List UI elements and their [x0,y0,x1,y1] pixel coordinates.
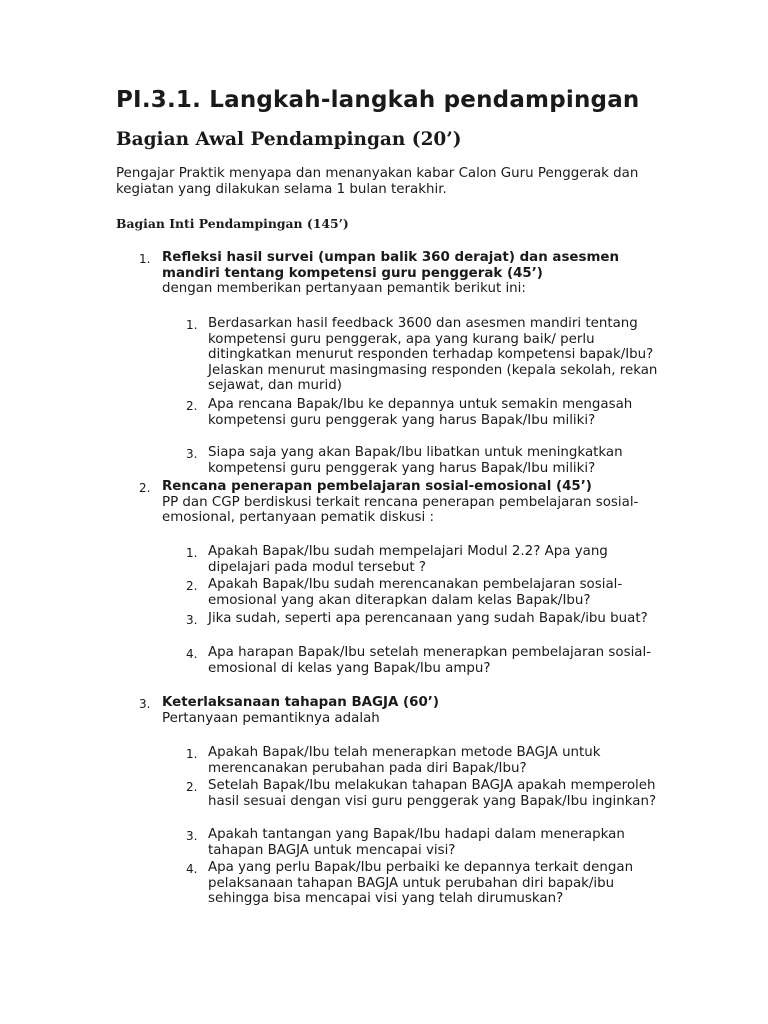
section-awal-text: Pengajar Praktik menyapa dan menanyakan kabar Calon Guru Penggerak dan kegiatan yang dilakukan selama 1 bulan terakhir. [116,166,639,197]
sublist-item: Apa yang perlu Bapak/Ibu perbaiki ke depannya terkait dengan pelaksanaan tahapan BAGJA untuk perubahan diri bapak/ibu sehingga bisa mencapai visi yang telah dirumuskan? [208,860,634,906]
sublist-number: 3. [186,613,198,627]
list-item [162,695,662,726]
list-item-title: Keterlaksanaan tahapan BAGJA (60’) [162,695,439,710]
sublist-item: Apa harapan Bapak/Ibu setelah menerapkan pembelajaran sosial-emosional di kelas yang Bapak/Ibu ampu? [208,645,652,676]
sublist-number: 3. [186,447,198,461]
sublist-item: Apakah tantangan yang Bapak/Ibu hadapi dalam menerapkan tahapan BAGJA untuk mencapai visi? [208,827,625,858]
page-title: PI.3.1. Langkah-langkah pendampingan [116,87,640,113]
sublist-item: Berdasarkan hasil feedback 3600 dan asesmen mandiri tentang kompetensi guru penggerak, apa yang kurang baik/ perlu ditingkatkan menurut responden terhadap kompetensi bapak/Ibu? Jelaskan menurut masingmasing responden (kepala sekolah, rekan sejawat, dan murid) [208,316,658,393]
sublist-item: Setelah Bapak/Ibu melakukan tahapan BAGJA apakah memperoleh hasil sesuai dengan visi guru penggerak yang Bapak/Ibu inginkan? [208,778,657,809]
sublist-number: 2. [186,780,198,794]
sublist-number: 4. [186,647,198,661]
list-item [162,479,662,526]
section-awal-title: Bagian Awal Pendampingan (20’) [116,129,462,150]
sublist-item: Jika sudah, seperti apa perencanaan yang sudah Bapak/ibu buat? [208,611,648,626]
sublist-item: Apakah Bapak/Ibu telah menerapkan metode BAGJA untuk merencanakan perubahan pada diri Bapak/Ibu? [208,745,601,776]
sublist-item: Apa rencana Bapak/Ibu ke depannya untuk semakin mengasah kompetensi guru penggerak yang harus Bapak/Ibu miliki? [208,397,633,428]
sublist-item: Siapa saja yang akan Bapak/Ibu libatkan untuk meningkatkan kompetensi guru penggerak yang harus Bapak/Ibu miliki? [208,445,623,476]
sublist-number: 1. [186,318,198,332]
sublist-number: 1. [186,546,198,560]
list-item-desc: Pertanyaan pemantiknya adalah [162,710,380,726]
list-item [162,250,662,297]
section-inti-title: Bagian Inti Pendampingan (145’) [116,216,349,231]
sublist-number: 4. [186,862,198,876]
sublist-item: Apakah Bapak/Ibu sudah mempelajari Modul 2.2? Apa yang dipelajari pada modul tersebut ? [208,544,608,575]
list-number: 2. [139,481,151,495]
list-number: 3. [139,697,151,711]
sublist-number: 2. [186,579,198,593]
list-item-desc: dengan memberikan pertanyaan pemantik berikut ini: [162,281,526,296]
list-item-title: Refleksi hasil survei (umpan balik 360 derajat) dan asesmen mandiri tentang kompetensi guru penggerak (45’) [162,250,620,281]
sublist-item: Apakah Bapak/Ibu sudah merencanakan pembelajaran sosial-emosional yang akan diterapkan dalam kelas Bapak/Ibu? [208,577,623,608]
sublist-number: 3. [186,829,198,843]
list-item-title: Rencana penerapan pembelajaran sosial-emosional (45’) [162,479,592,494]
list-number: 1. [139,252,151,266]
list-item-desc: PP dan CGP berdiskusi terkait rencana penerapan pembelajaran sosial-emosional, pertanyaan pematik diskusi : [162,494,639,525]
sublist-number: 2. [186,399,198,413]
sublist-number: 1. [186,747,198,761]
